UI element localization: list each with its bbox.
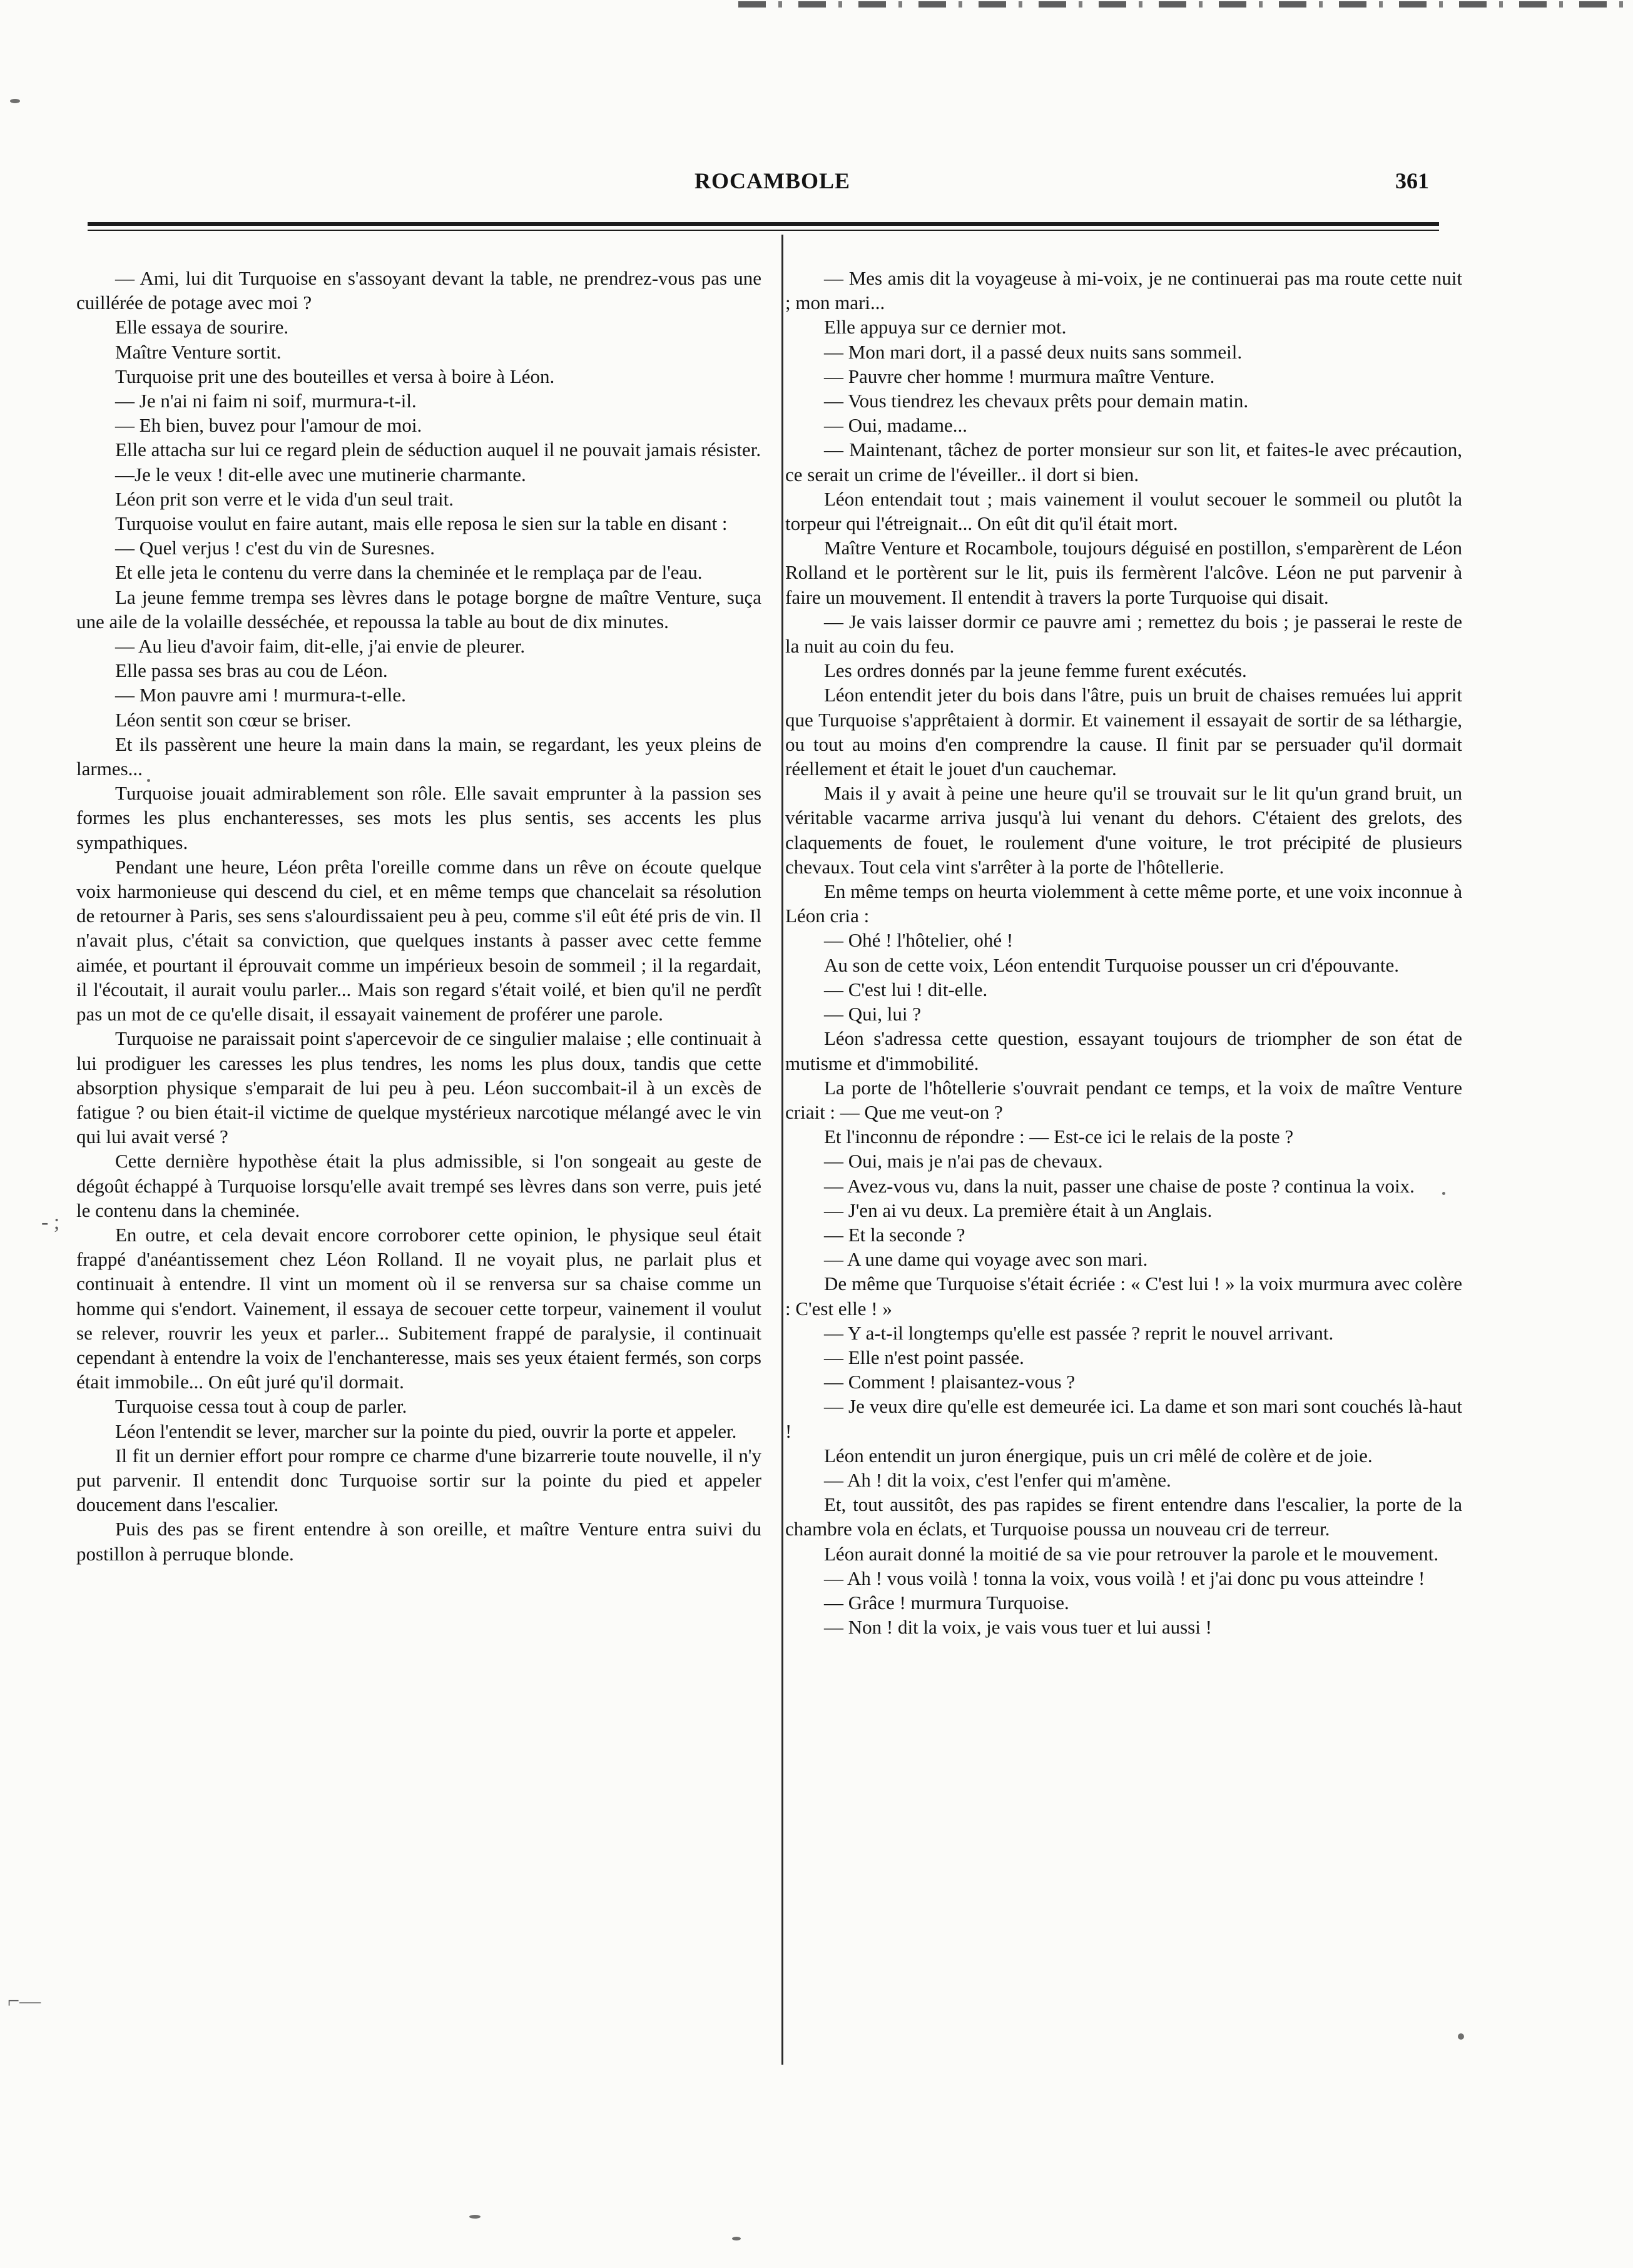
paragraph: — Avez-vous vu, dans la nuit, passer une chaise de poste ? continua la voix. — [824, 1174, 1415, 1197]
paragraph: — Non ! dit la voix, je vais vous tuer et lui aussi ! — [824, 1616, 1212, 1639]
running-title: ROCAMBOLE — [694, 168, 851, 193]
paragraph: Les ordres donnés par la jeune femme furent exécutés. — [824, 659, 1247, 682]
paragraph: Au son de cette voix, Léon entendit Turquoise pousser un cri d'épouvante. — [824, 953, 1400, 976]
paragraph: La porte de l'hôtellerie s'ouvrait pendant ce temps, et la voix de maître Venture criait : — Que me veut-on ? — [785, 1076, 1462, 1123]
paragraph: Turquoise jouait admirablement son rôle. Elle savait emprunter à la passion ses formes les plus enchanteresses, ses mots les plus sentis, ses accents les plus sympathiques. — [76, 782, 761, 853]
paragraph: — Y a-t-il longtemps qu'elle est passée ? reprit le nouvel arrivant. — [824, 1321, 1334, 1344]
paragraph: Et l'inconnu de répondre : — Est-ce ici le relais de la poste ? — [824, 1126, 1294, 1148]
paragraph: —Je le veux ! dit-elle avec une mutinerie charmante. — [115, 463, 526, 486]
paragraph: — Et la seconde ? — [824, 1223, 965, 1246]
paragraph: Turquoise voulut en faire autant, mais elle reposa le sien sur la table en disant : — [115, 512, 728, 535]
paragraph: Et, tout aussitôt, des pas rapides se firent entendre dans l'escalier, la porte de la chambre vola en éclats, et Turquoise poussa un nouveau cri de terreur. — [785, 1493, 1462, 1540]
paragraph: — Grâce ! murmura Turquoise. — [824, 1591, 1069, 1614]
scan-edge-artifact — [738, 1, 1627, 8]
scan-speck — [469, 2215, 481, 2219]
paragraph: Mais il y avait à peine une heure qu'il se trouvait sur le lit qu'un grand bruit, un véritable vacarme arriva jusqu'à lui venant du dehors. C'étaient des grelots, des claquements de fouet, le roulement d'une voiture, le trot précipité de plusieurs chevaux. Tout cela vint s'arrêter à la porte de l'hôtellerie. — [785, 782, 1462, 878]
scan-speck — [147, 779, 150, 782]
paragraph: Elle attacha sur lui ce regard plein de séduction auquel il ne pouvait jamais résister. — [115, 439, 761, 461]
paragraph: Léon sentit son cœur se briser. — [115, 708, 352, 731]
paragraph: De même que Turquoise s'était écriée : « C'est lui ! » la voix murmura avec colère : C'est elle ! » — [785, 1273, 1462, 1320]
paragraph: — Elle n'est point passée. — [824, 1346, 1024, 1368]
paragraph: Léon s'adressa cette question, essayant toujours de triompher de son état de mutisme et d'immobilité. — [785, 1027, 1462, 1074]
paragraph: Et ils passèrent une heure la main dans la main, se regardant, les yeux pleins de larmes... — [76, 733, 761, 780]
paragraph: En même temps on heurta violemment à cette même porte, et une voix inconnue à Léon cria : — [785, 880, 1462, 927]
column-divider — [781, 235, 783, 2065]
paragraph: Et elle jeta le contenu du verre dans la cheminée et le remplaça par de l'eau. — [115, 561, 703, 584]
paragraph: — Je vais laisser dormir ce pauvre ami ; remettez du bois ; je passerai le reste de la nuit au coin du feu. — [785, 610, 1462, 658]
paragraph: — Comment ! plaisantez-vous ? — [824, 1371, 1076, 1393]
paragraph: Léon entendit jeter du bois dans l'âtre, puis un bruit de chaises remuées lui apprit que Turquoise s'apprêtaient à dormir. Et vainement il essayait de sortir de sa léthargie, ou tout au moins d'en comprendre la cause. Il finit par se persuader qu'il dormait réellement et était le jouet d'un cauchemar. — [785, 684, 1462, 780]
paragraph: Léon prit son verre et le vida d'un seul trait. — [115, 487, 454, 510]
paragraph: — Mes amis dit la voyageuse à mi-voix, je ne continuerai pas ma route cette nuit ; mon mari... — [785, 267, 1462, 314]
paragraph: Léon entendit un juron énergique, puis un cri mêlé de colère et de joie. — [824, 1444, 1373, 1467]
scan-speck — [732, 2237, 741, 2240]
paragraph: En outre, et cela devait encore corroborer cette opinion, le physique seul était frappé d'anéantissement chez Léon Rolland. Il ne voyait plus, ne parlait plus et continuait à entendre. Il vint un moment où il se renversa sur sa chaise comme un homme qui s'endort. Vainement, il essaya de secouer cette torpeur, vainement il voulut se relever, rouvrir les yeux et parler... Subitement frappé de paralysie, il continuait cependant à entendre la voix de l'enchanteresse, mais ses yeux étaient fermés, son corps était immobile... On eût juré qu'il dormait. — [76, 1223, 761, 1393]
paragraph: — Ah ! dit la voix, c'est l'enfer qui m'amène. — [824, 1468, 1171, 1491]
paragraph: — A une dame qui voyage avec son mari. — [824, 1248, 1148, 1271]
paragraph: — Vous tiendrez les chevaux prêts pour demain matin. — [824, 390, 1249, 412]
paragraph: Maître Venture et Rocambole, toujours déguisé en postillon, s'emparèrent de Léon Rolland et le portèrent sur le lit, puis ils fermèrent l'alcôve. Léon ne put parvenir à faire un mouvement. Il entendit à travers la porte Turquoise qui disait. — [785, 537, 1462, 608]
paragraph: — Je n'ai ni faim ni soif, murmura-t-il. — [115, 390, 417, 412]
paragraph: — Mon mari dort, il a passé deux nuits sans sommeil. — [824, 340, 1243, 363]
paragraph: — C'est lui ! dit-elle. — [824, 978, 988, 1000]
paragraph: — Ah ! vous voilà ! tonna la voix, vous voilà ! et j'ai donc pu vous atteindre ! — [824, 1567, 1425, 1589]
right-column — [785, 266, 1462, 1639]
paragraph: — Ami, lui dit Turquoise en s'assoyant devant la table, ne prendrez-vous pas une cuillérée de potage avec moi ? — [76, 267, 761, 314]
paragraph: Léon entendait tout ; mais vainement il voulut secouer le sommeil ou plutôt la torpeur qui l'étreignait... On eût dit qu'il était mort. — [785, 487, 1462, 535]
paragraph: — J'en ai vu deux. La première était à un Anglais. — [824, 1199, 1213, 1221]
scan-speck — [10, 99, 20, 103]
margin-mark: ⌐— — [8, 1990, 41, 2013]
paragraph: Il fit un dernier effort pour rompre ce charme d'une bizarrerie toute nouvelle, il n'y put parvenir. Il entendit donc Turquoise sortir sur la pointe du pied et appeler doucement dans l'escalier. — [76, 1444, 761, 1516]
margin-mark: ‑ ; — [41, 1211, 60, 1234]
paragraph: Elle essaya de sourire. — [115, 316, 289, 338]
header-rule-thin — [88, 230, 1439, 231]
paragraph: Cette dernière hypothèse était la plus admissible, si l'on songeait au geste de dégoût échappé à Turquoise lorsqu'elle avait trempé ses lèvres dans son verre, puis jeté le contenu dans la cheminée. — [76, 1150, 761, 1221]
paragraph: Pendant une heure, Léon prêta l'oreille comme dans un rêve on écoute quelque voix harmonieuse qui descend du ciel, et en même temps que chancelait sa résolution de retourner à Paris, ses sens s'alourdissaient peu à peu, comme s'il eût été pris de vin. Il n'avait plus, c'était sa conviction, que quelques instants à passer avec cette femme aimée, et pourtant il éprouvait comme un impérieux besoin de sommeil ; il la regardait, il l'écoutait, il aurait voulu parler... Mais son regard s'était voilé, et bien qu'il ne perdît pas un mot de ce qu'elle disait, il essayait vainement de proférer une parole. — [76, 855, 761, 1025]
paragraph: Turquoise cessa tout à coup de parler. — [115, 1395, 407, 1418]
paragraph: — Je veux dire qu'elle est demeurée ici. La dame et son mari sont couchés là-haut ! — [785, 1395, 1462, 1442]
page-header — [0, 168, 1633, 199]
paragraph: — Oui, mais je n'ai pas de chevaux. — [824, 1150, 1103, 1172]
page-number: 361 — [1395, 168, 1429, 193]
paragraph: Elle appuya sur ce dernier mot. — [824, 316, 1067, 338]
paragraph: Maître Venture sortit. — [115, 340, 282, 363]
header-rule-thick — [88, 222, 1439, 226]
paragraph: — Quel verjus ! c'est du vin de Suresnes. — [115, 537, 435, 559]
paragraph: Turquoise ne paraissait point s'apercevoir de ce singulier malaise ; elle continuait à lui prodiguer les caresses les plus tendres, les noms les plus doux, tandis que cette absorption physique s'emparait de lui peu à peu. Léon succombait-il à un excès de fatigue ? ou bien était-il victime de quelque mystérieux narcotique mélangé avec le vin qui lui avait versé ? — [76, 1027, 761, 1148]
paragraph: — Qui, lui ? — [824, 1003, 921, 1025]
scan-speck — [1442, 1192, 1445, 1195]
paragraph: Elle passa ses bras au cou de Léon. — [115, 659, 388, 682]
paragraph: — Au lieu d'avoir faim, dit-elle, j'ai envie de pleurer. — [115, 635, 526, 658]
paragraph: — Pauvre cher homme ! murmura maître Venture. — [824, 365, 1215, 387]
paragraph: Puis des pas se firent entendre à son oreille, et maître Venture entra suivi du postillon à perruque blonde. — [76, 1518, 761, 1565]
paragraph: — Eh bien, buvez pour l'amour de moi. — [115, 414, 422, 437]
paragraph: Léon l'entendit se lever, marcher sur la pointe du pied, ouvrir la porte et appeler. — [115, 1420, 737, 1442]
scan-speck — [1458, 2033, 1464, 2040]
paragraph: La jeune femme trempa ses lèvres dans le potage borgne de maître Venture, suça une aile de la volaille desséchée, et repoussa la table au bout de dix minutes. — [76, 586, 761, 633]
paragraph: — Oui, madame... — [824, 414, 968, 437]
paragraph: Turquoise prit une des bouteilles et versa à boire à Léon. — [115, 365, 555, 387]
paragraph: Léon aurait donné la moitié de sa vie pour retrouver la parole et le mouvement. — [824, 1542, 1439, 1565]
left-column — [76, 266, 761, 1566]
paragraph: — Mon pauvre ami ! murmura-t-elle. — [115, 684, 406, 706]
paragraph: — Maintenant, tâchez de porter monsieur sur son lit, et faites-le avec précaution, ce serait un crime de l'éveiller.. il dort si bien. — [785, 439, 1462, 486]
paragraph: — Ohé ! l'hôtelier, ohé ! — [824, 929, 1014, 952]
